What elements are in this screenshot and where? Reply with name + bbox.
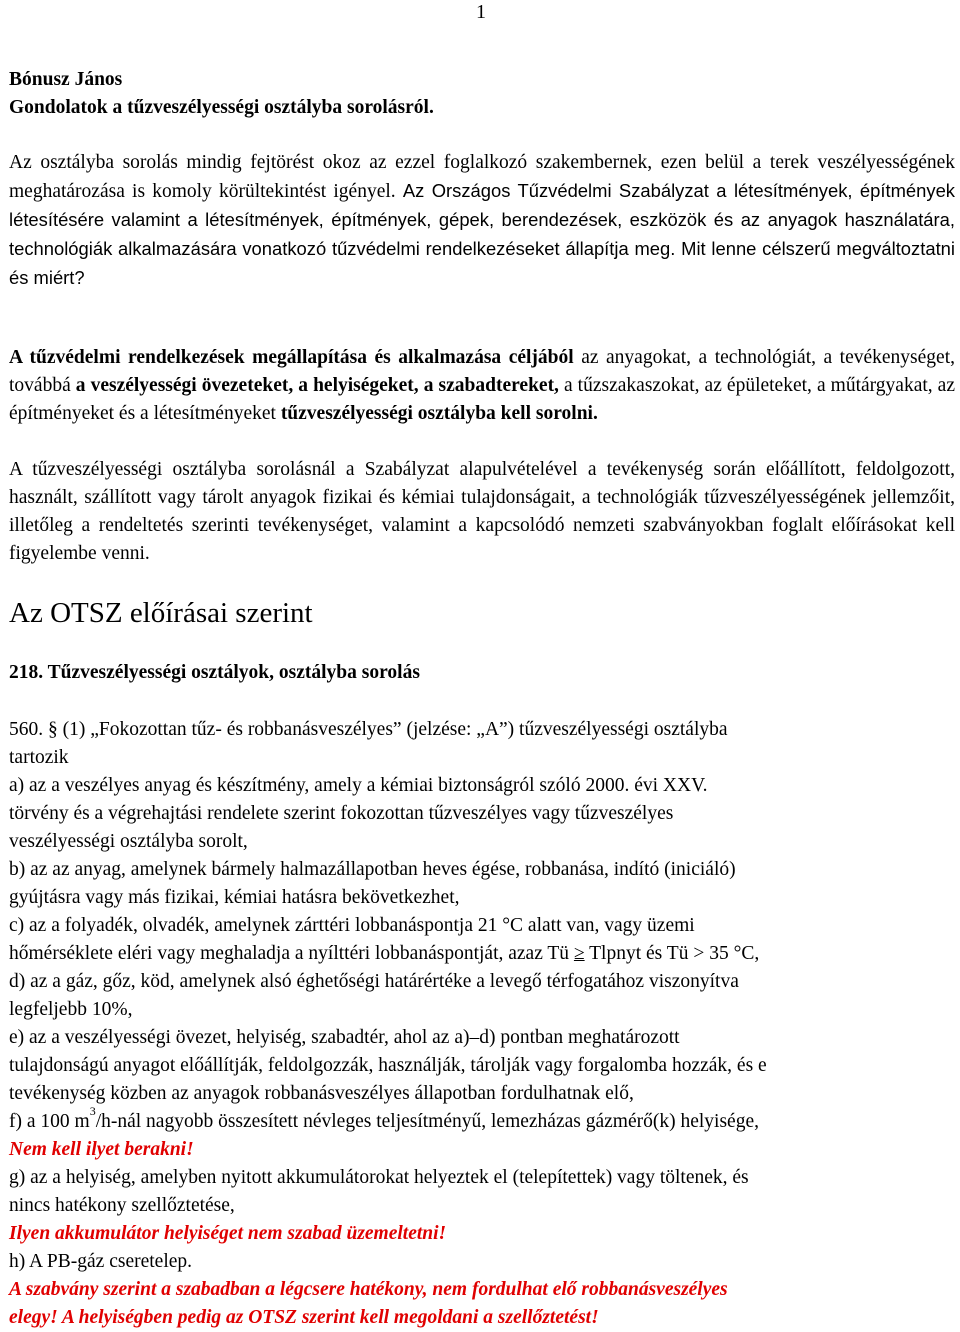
item-f-text: f) a 100 m [9, 1111, 90, 1132]
bold-phrase-1: A tűzvédelmi rendelkezések megállapítása és alkalmazása céljából [9, 347, 574, 368]
greater-equal-symbol: ≥ [573, 943, 585, 964]
section-218-heading: 218. Tűzveszélyességi osztályok, osztályba sorolás [9, 662, 420, 683]
author-name: Bónusz János [9, 69, 123, 90]
rules-paragraph [9, 344, 955, 428]
item-a-line: veszélyességi osztályba sorolt, [9, 831, 248, 852]
section-560-line: tartozik [9, 747, 69, 768]
item-d-line: d) az a gáz, gőz, köd, amelynek alsó éghetőségi határértéke a levegő térfogatához viszonyítva [9, 971, 739, 992]
text-phrase-2: a tűzszakaszokat, az épületeket, a műtárgyakat, az építményeket és a létesítményeket [9, 375, 955, 424]
item-f-text: /h-nál nagyobb összesített névleges teljesítményű, lemezházas gázmérő(k) helyisége, [95, 1111, 759, 1132]
section-560-line: 560. § (1) „Fokozottan tűz- és robbanásveszélyes” (jelzése: „A”) tűzveszélyességi osztályba [9, 719, 728, 740]
item-h-note: A szabvány szerint a szabadban a légcsere hatékony, nem fordulhat elő robbanásveszélyes [9, 1279, 728, 1300]
text-phrase-1: az anyagokat, a technológiát, a tevékenységet, továbbá [9, 347, 956, 396]
item-b-line: b) az az anyag, amelynek bármely halmazállapotban heves égése, robbanása, indító (iniciáló) [9, 859, 736, 880]
classification-paragraph: A tűzveszélyességi osztályba sorolásnál a Szabályzat alapulvételével a tevékenység során előállított, feldolgozott, használt, szállított vagy tárolt anyagok fizikai és kémiai tulajdonságait, a technológiák tűzveszélyességének jellemzőit, illetőleg a rendeltetés szerinti tevékenységet, valamint a kapcsolódó nemzeti szabványokban foglalt előírásokat kell figyelembe venni. [9, 459, 955, 564]
item-g-line: g) az a helyiség, amelyben nyitott akkumulátorokat helyeztek el (telepítettek) vagy töltenek, és [9, 1167, 749, 1188]
item-c-line [9, 940, 955, 968]
item-g-line: nincs hatékony szellőztetése, [9, 1195, 235, 1216]
section-560 [9, 716, 955, 1332]
item-c-line: c) az a folyadék, olvadék, amelynek zárttéri lobbanáspontja 21 °C alatt van, vagy üzemi [9, 915, 695, 936]
superscript-3: 3 [89, 1104, 96, 1118]
bold-phrase-2: a veszélyességi övezeteket, a helyiségeket, a szabadtereket, [75, 375, 559, 396]
intro-serif-text: Az osztályba sorolás mindig fejtörést okoz az ezzel foglalkozó szakembernek, ezen belül a terek veszélyességének meghatározása is komoly körültekintést igényel. [9, 152, 955, 202]
bold-phrase-3: tűzveszélyességi osztályba kell sorolni. [280, 403, 598, 424]
document-title: Gondolatok a tűzveszélyességi osztályba sorolásról. [9, 97, 434, 118]
item-d-line: legfeljebb 10%, [9, 999, 133, 1020]
item-h-line: h) A PB-gáz cseretelep. [9, 1251, 193, 1272]
item-f-note: Nem kell ilyet berakni! [9, 1139, 194, 1160]
item-a-line: törvény és a végrehajtási rendelete szerint fokozottan tűzveszélyes vagy tűzveszélyes [9, 803, 674, 824]
intro-paragraph [9, 149, 955, 293]
item-c-text: Tlpnyt és Tü > 35 °C, [584, 943, 760, 964]
item-c-text: hőmérséklete eléri vagy meghaladja a nyílttéri lobbanáspontját, azaz Tü [9, 943, 574, 964]
item-f-line [9, 1104, 955, 1136]
item-b-line: gyújtásra vagy más fizikai, kémiai hatásra bekövetkezhet, [9, 887, 460, 908]
page-number: 1 [476, 1, 486, 23]
item-e-line: tulajdonságú anyagot előállítják, feldolgozzák, használják, tárolják vagy forgalomba hozzák, és e [9, 1055, 767, 1076]
item-e-line: e) az a veszélyességi övezet, helyiség, szabadtér, ahol az a)–d) pontban meghatározott [9, 1027, 680, 1048]
item-g-note: Ilyen akkumulátor helyiséget nem szabad üzemeltetni! [9, 1223, 447, 1244]
item-h-note: elegy! A helyiségben pedig az OTSZ szerint kell megoldani a szellőztetést! [9, 1307, 599, 1328]
otsz-heading: Az OTSZ előírásai szerint [9, 597, 313, 629]
intro-sans-text: Az Országos Tűzvédelmi Szabályzat a létesítmények, építmények létesítésére valamint a létesítmények, építmények, gépek, berendezések, eszközök és az anyagok használatára, technológiák alkalmazására vonatkozó tűzvédelmi rendelkezéseket állapítja meg. Mit lenne célszerű megváltoztatni és miért? [9, 180, 955, 288]
item-a-line: a) az a veszélyes anyag és készítmény, amely a kémiai biztonságról szóló 2000. évi XXV. [9, 775, 708, 796]
item-e-line: tevékenység közben az anyagok robbanásveszélyes állapotban fordulhatnak elő, [9, 1083, 634, 1104]
